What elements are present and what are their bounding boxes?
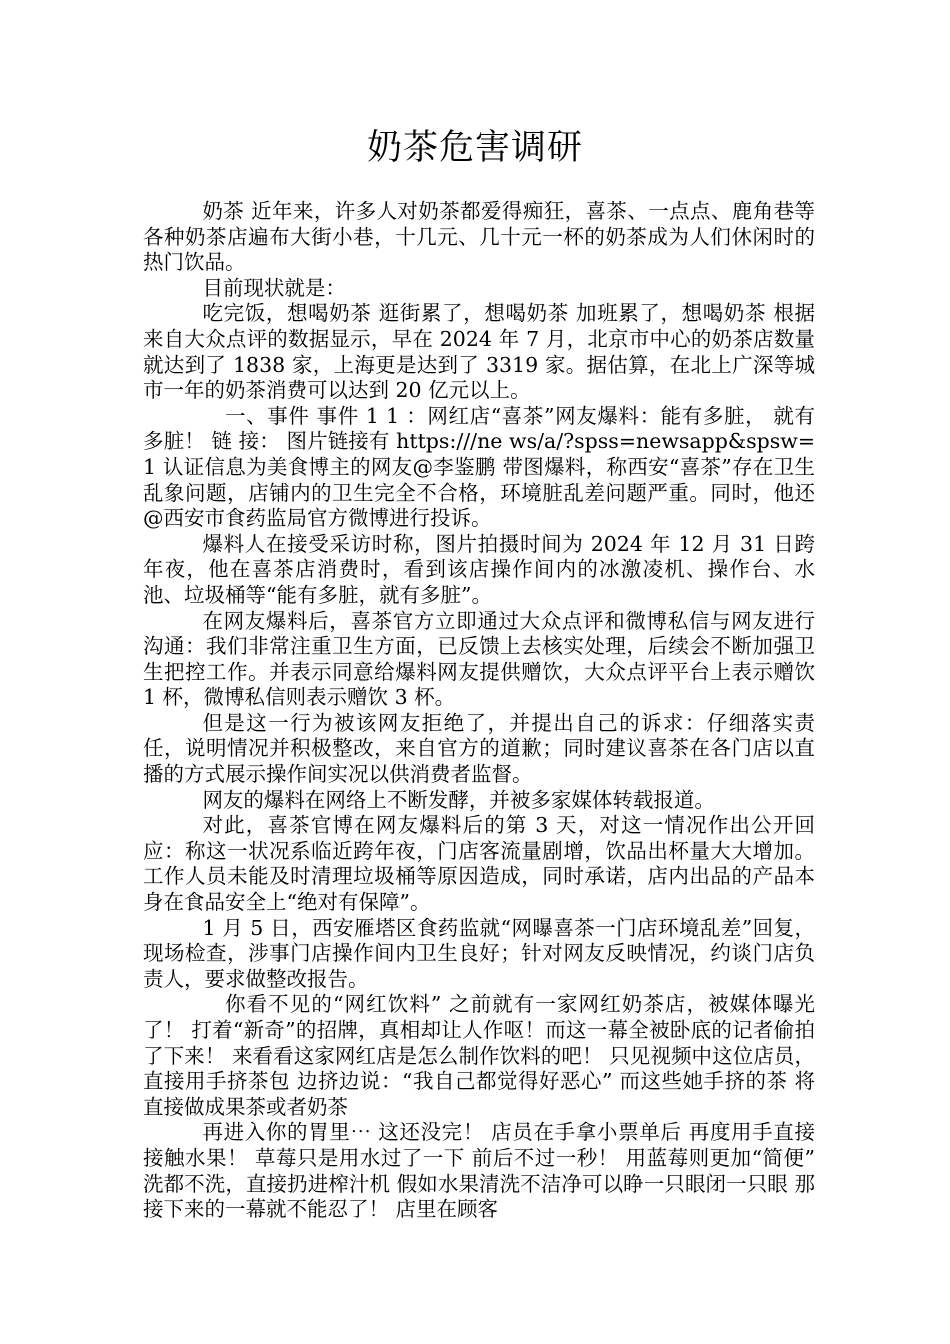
paragraph: 吃完饭，想喝奶茶 逛街累了，想喝奶茶 加班累了，想喝奶茶 根据来自大众点评的数据显示，早在 2024 年 7 月，北京市中心的奶茶店数量就达到了 1838 家，上海更是达到了 3319 家。据估算，在北上广深等城市一年的奶茶消费可以达到 20 亿元以上。	[143, 301, 815, 403]
paragraph: 但是这一行为被该网友拒绝了，并提出自己的诉求：仔细落实责任，说明情况并积极整改，来自官方的道歉；同时建议喜茶在各门店以直播的方式展示操作间实况以供消费者监督。	[143, 710, 815, 787]
paragraph: 对此，喜茶官博在网友爆料后的第 3 天，对这一情况作出公开回应：称这一状况系临近跨年夜，门店客流量剧增，饮品出杯量大大增加。工作人员未能及时清理垃圾桶等原因造成，同时承诺，店内出品的产品本身在食品安全上“绝对有保障”。	[143, 813, 815, 915]
paragraph: 网友的爆料在网络上不断发酵，并被多家媒体转载报道。	[202, 787, 715, 812]
paragraph: 在网友爆料后，喜茶官方立即通过大众点评和微博私信与网友进行沟通：我们非常注重卫生方面，已反馈上去核实处理，后续会不断加强卫生把控工作。并表示同意给爆料网友提供赠饮，大众点评平台上表示赠饮 1 杯，微博私信则表示赠饮 3 杯。	[143, 608, 815, 710]
paragraph: 一、事件 事件 1 1 ：网红店“喜茶”网友爆料：能有多脏， 就有多脏！ 链 接： 图片链接有 https:///ne ws/a/?spss=newsapp&spsw=1 认证信息为美食博主的网友@李鉴鹏 带图爆料，称西安“喜茶”存在卫生乱象问题，店铺内的卫生完全不合格，环境脏乱差问题严重。同时，他还@西安市食药监局官方微博进行投诉。	[143, 403, 815, 531]
paragraph: 1 月 5 日，西安雁塔区食药监就“网曝喜茶一门店环境乱差”回复，现场检查，涉事门店操作间内卫生良好；针对网友反映情况，约谈门店负责人，要求做整改报告。	[143, 915, 815, 991]
paragraph: 爆料人在接受采访时称，图片拍摄时间为 2024 年 12 月 31 日跨年夜，他在喜茶店消费时，看到该店操作间内的冰激凌机、操作台、水池、垃圾桶等“能有多脏，就有多脏”。	[143, 531, 815, 607]
document-title: 奶茶危害调研	[366, 128, 583, 168]
document-body	[143, 199, 815, 1223]
paragraph: 你看不见的“网红饮料” 之前就有一家网红奶茶店，被媒体曝光了！ 打着“新奇”的招牌，真相却让人作呕！而这一幕全被卧底的记者偷拍了下来！ 来看看这家网红店是怎么制作饮料的吧！ 只见视频中这位店员，直接用手挤茶包 边挤边说：“我自己都觉得好恶心” 而这些她手挤的茶 将直接做成果茶或者奶茶	[143, 992, 815, 1119]
paragraph: 再进入你的胃里⋯ 这还没完！ 店员在手拿小票单后 再度用手直接接触水果！ 草莓只是用水过了一下 前后不过一秒！ 用蓝莓则更加“简便” 洗都不洗，直接扔进榨汁机 假如水果清洗不洁净可以睁一只眼闭一只眼 那接下来的一幕就不能忍了！ 店里在顾客	[143, 1120, 815, 1222]
paragraph: 奶茶 近年来，许多人对奶茶都爱得痴狂，喜茶、一点点、鹿角巷等各种奶茶店遍布大街小巷，十几元、几十元一杯的奶茶成为人们休闲时的热门饮品。	[143, 199, 815, 275]
paragraph: 目前现状就是：	[202, 275, 346, 300]
